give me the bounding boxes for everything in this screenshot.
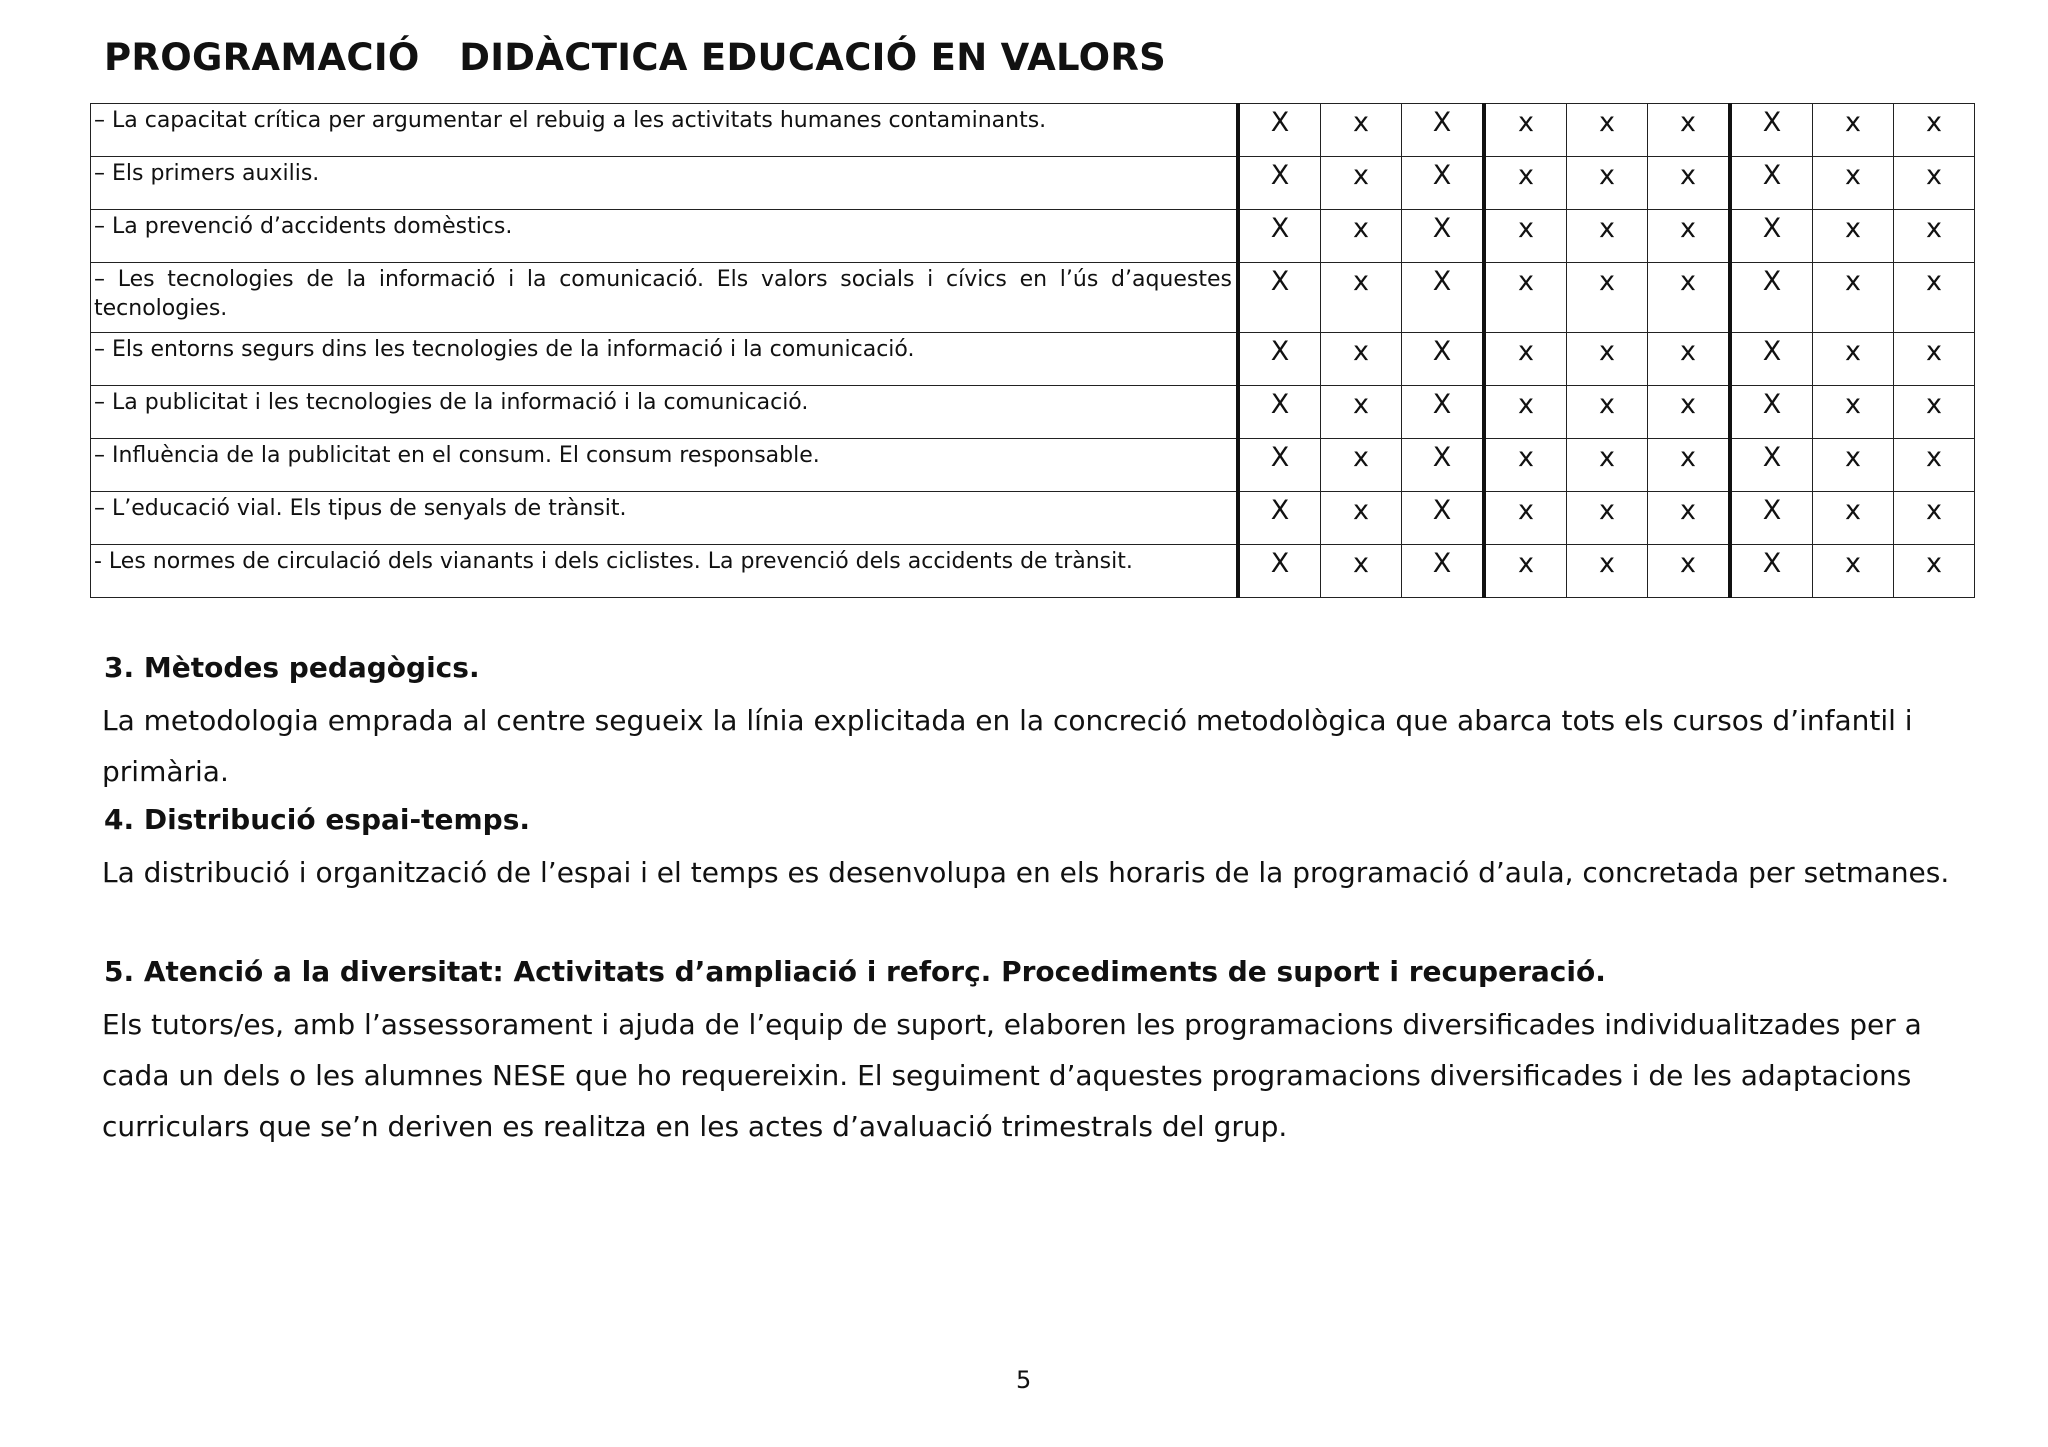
mark-cell: x [1567,263,1648,333]
topic-text: – Les tecnologies de la informació i la comunicació. Els valors socials i cívics en l’ús d’aquestes tecnologies. [94,267,1232,321]
topic-cell [91,157,1239,210]
mark-cell: X [1730,386,1813,439]
mark-cell: x [1894,386,1975,439]
mark-cell: X [1730,492,1813,545]
mark-cell: x [1321,439,1402,492]
mark-cell: x [1894,157,1975,210]
mark-cell: X [1238,104,1321,157]
mark-cell: X [1402,333,1485,386]
table-row [91,333,1975,386]
mark-cell: x [1484,157,1567,210]
mark-cell: X [1730,545,1813,598]
page-title: PROGRAMACIÓ DIDÀCTICA EDUCACIÓ EN VALORS [104,36,1167,79]
mark-cell: x [1894,439,1975,492]
topic-cell [91,210,1239,263]
mark-cell: X [1730,210,1813,263]
mark-cell: x [1648,210,1731,263]
mark-cell: x [1813,439,1894,492]
mark-cell: x [1894,492,1975,545]
topic-text: - Les normes de circulació dels vianants i dels ciclistes. La prevenció dels accidents de trànsit. [94,549,1133,574]
page-number: 5 [1016,1366,1032,1394]
topic-cell [91,386,1239,439]
section-heading-distribucio: 4. Distribució espai-temps. [104,803,531,836]
topic-cell [91,439,1239,492]
mark-cell: X [1238,439,1321,492]
mark-cell: X [1402,492,1485,545]
topic-text: – Els entorns segurs dins les tecnologies de la informació i la comunicació. [94,337,915,362]
section-heading-diversitat: 5. Atenció a la diversitat: Activitats d’ampliació i reforç. Procediments de suport i recuperació. [104,955,1606,988]
mark-cell: X [1402,210,1485,263]
mark-cell: x [1567,104,1648,157]
topic-cell [91,104,1239,157]
topic-cell [91,545,1239,598]
mark-cell: x [1567,386,1648,439]
mark-cell: x [1321,263,1402,333]
mark-cell: x [1321,104,1402,157]
mark-cell: x [1648,492,1731,545]
mark-cell: x [1648,157,1731,210]
mark-cell: X [1730,104,1813,157]
mark-cell: x [1813,386,1894,439]
table-row [91,157,1975,210]
mark-cell: x [1484,333,1567,386]
mark-cell: x [1813,333,1894,386]
table-row [91,386,1975,439]
topic-text: – La capacitat crítica per argumentar el rebuig a les activitats humanes contaminants. [94,108,1047,133]
mark-cell: X [1238,492,1321,545]
mark-cell: x [1648,333,1731,386]
table-row [91,545,1975,598]
mark-cell: x [1484,492,1567,545]
mark-cell: x [1813,157,1894,210]
mark-cell: x [1567,157,1648,210]
mark-cell: x [1894,210,1975,263]
topic-text: – La prevenció d’accidents domèstics. [94,214,513,239]
table-row [91,263,1975,333]
mark-cell: x [1321,157,1402,210]
mark-cell: x [1567,439,1648,492]
mark-cell: X [1238,333,1321,386]
topic-text: – Influència de la publicitat en el consum. El consum responsable. [94,443,820,468]
topic-text: – Els primers auxilis. [94,161,320,186]
mark-cell: x [1321,545,1402,598]
topic-text: – L’educació vial. Els tipus de senyals de trànsit. [94,496,627,521]
mark-cell: x [1648,545,1731,598]
mark-cell: X [1402,439,1485,492]
mark-cell: X [1402,545,1485,598]
mark-cell: x [1648,386,1731,439]
section-body-metodes: La metodologia emprada al centre segueix la línia explicitada en la concreció metodològica que abarca tots els cursos d’infantil i primària. [102,704,1913,788]
mark-cell: x [1484,386,1567,439]
table-row [91,492,1975,545]
mark-cell: x [1321,386,1402,439]
mark-cell: x [1813,492,1894,545]
mark-cell: x [1894,333,1975,386]
mark-cell: x [1321,210,1402,263]
mark-cell: X [1238,157,1321,210]
mark-cell: x [1484,263,1567,333]
topic-cell [91,263,1239,333]
mark-cell: X [1730,263,1813,333]
mark-cell: x [1813,545,1894,598]
mark-cell: X [1238,263,1321,333]
table-row [91,439,1975,492]
table-row [91,210,1975,263]
mark-cell: X [1730,333,1813,386]
mark-cell: x [1894,263,1975,333]
mark-cell: X [1402,157,1485,210]
mark-cell: x [1648,439,1731,492]
mark-cell: x [1813,263,1894,333]
section-body-distribucio: La distribució i organització de l’espai i el temps es desenvolupa en els horaris de la programació d’aula, concretada per setmanes. [102,856,1950,889]
mark-cell: x [1321,333,1402,386]
mark-cell: x [1813,210,1894,263]
section-heading-metodes: 3. Mètodes pedagògics. [104,651,480,684]
mark-cell: x [1567,210,1648,263]
mark-cell: x [1484,545,1567,598]
mark-cell: X [1730,157,1813,210]
mark-cell: x [1567,545,1648,598]
mark-cell: x [1648,263,1731,333]
mark-cell: x [1894,104,1975,157]
mark-cell: x [1813,104,1894,157]
content-table [90,103,1975,598]
topic-cell [91,492,1239,545]
table-row [91,104,1975,157]
mark-cell: X [1402,104,1485,157]
mark-cell: x [1567,492,1648,545]
mark-cell: x [1484,104,1567,157]
mark-cell: x [1321,492,1402,545]
mark-cell: x [1567,333,1648,386]
mark-cell: X [1238,386,1321,439]
topic-cell [91,333,1239,386]
mark-cell: x [1484,439,1567,492]
section-body-diversitat: Els tutors/es, amb l’assessorament i ajuda de l’equip de suport, elaboren les programacions diversificades individualitzades per a cada un dels o les alumnes NESE que ho requereixin. El seguiment d’aquestes programacions diversificades i de les adaptacions curriculars que se’n deriven es realitza en les actes d’avaluació trimestrals del grup. [102,1008,1922,1143]
topic-text: – La publicitat i les tecnologies de la informació i la comunicació. [94,390,809,415]
mark-cell: X [1238,545,1321,598]
mark-cell: X [1730,439,1813,492]
mark-cell: x [1648,104,1731,157]
mark-cell: X [1238,210,1321,263]
mark-cell: x [1894,545,1975,598]
mark-cell: X [1402,263,1485,333]
mark-cell: X [1402,386,1485,439]
mark-cell: x [1484,210,1567,263]
